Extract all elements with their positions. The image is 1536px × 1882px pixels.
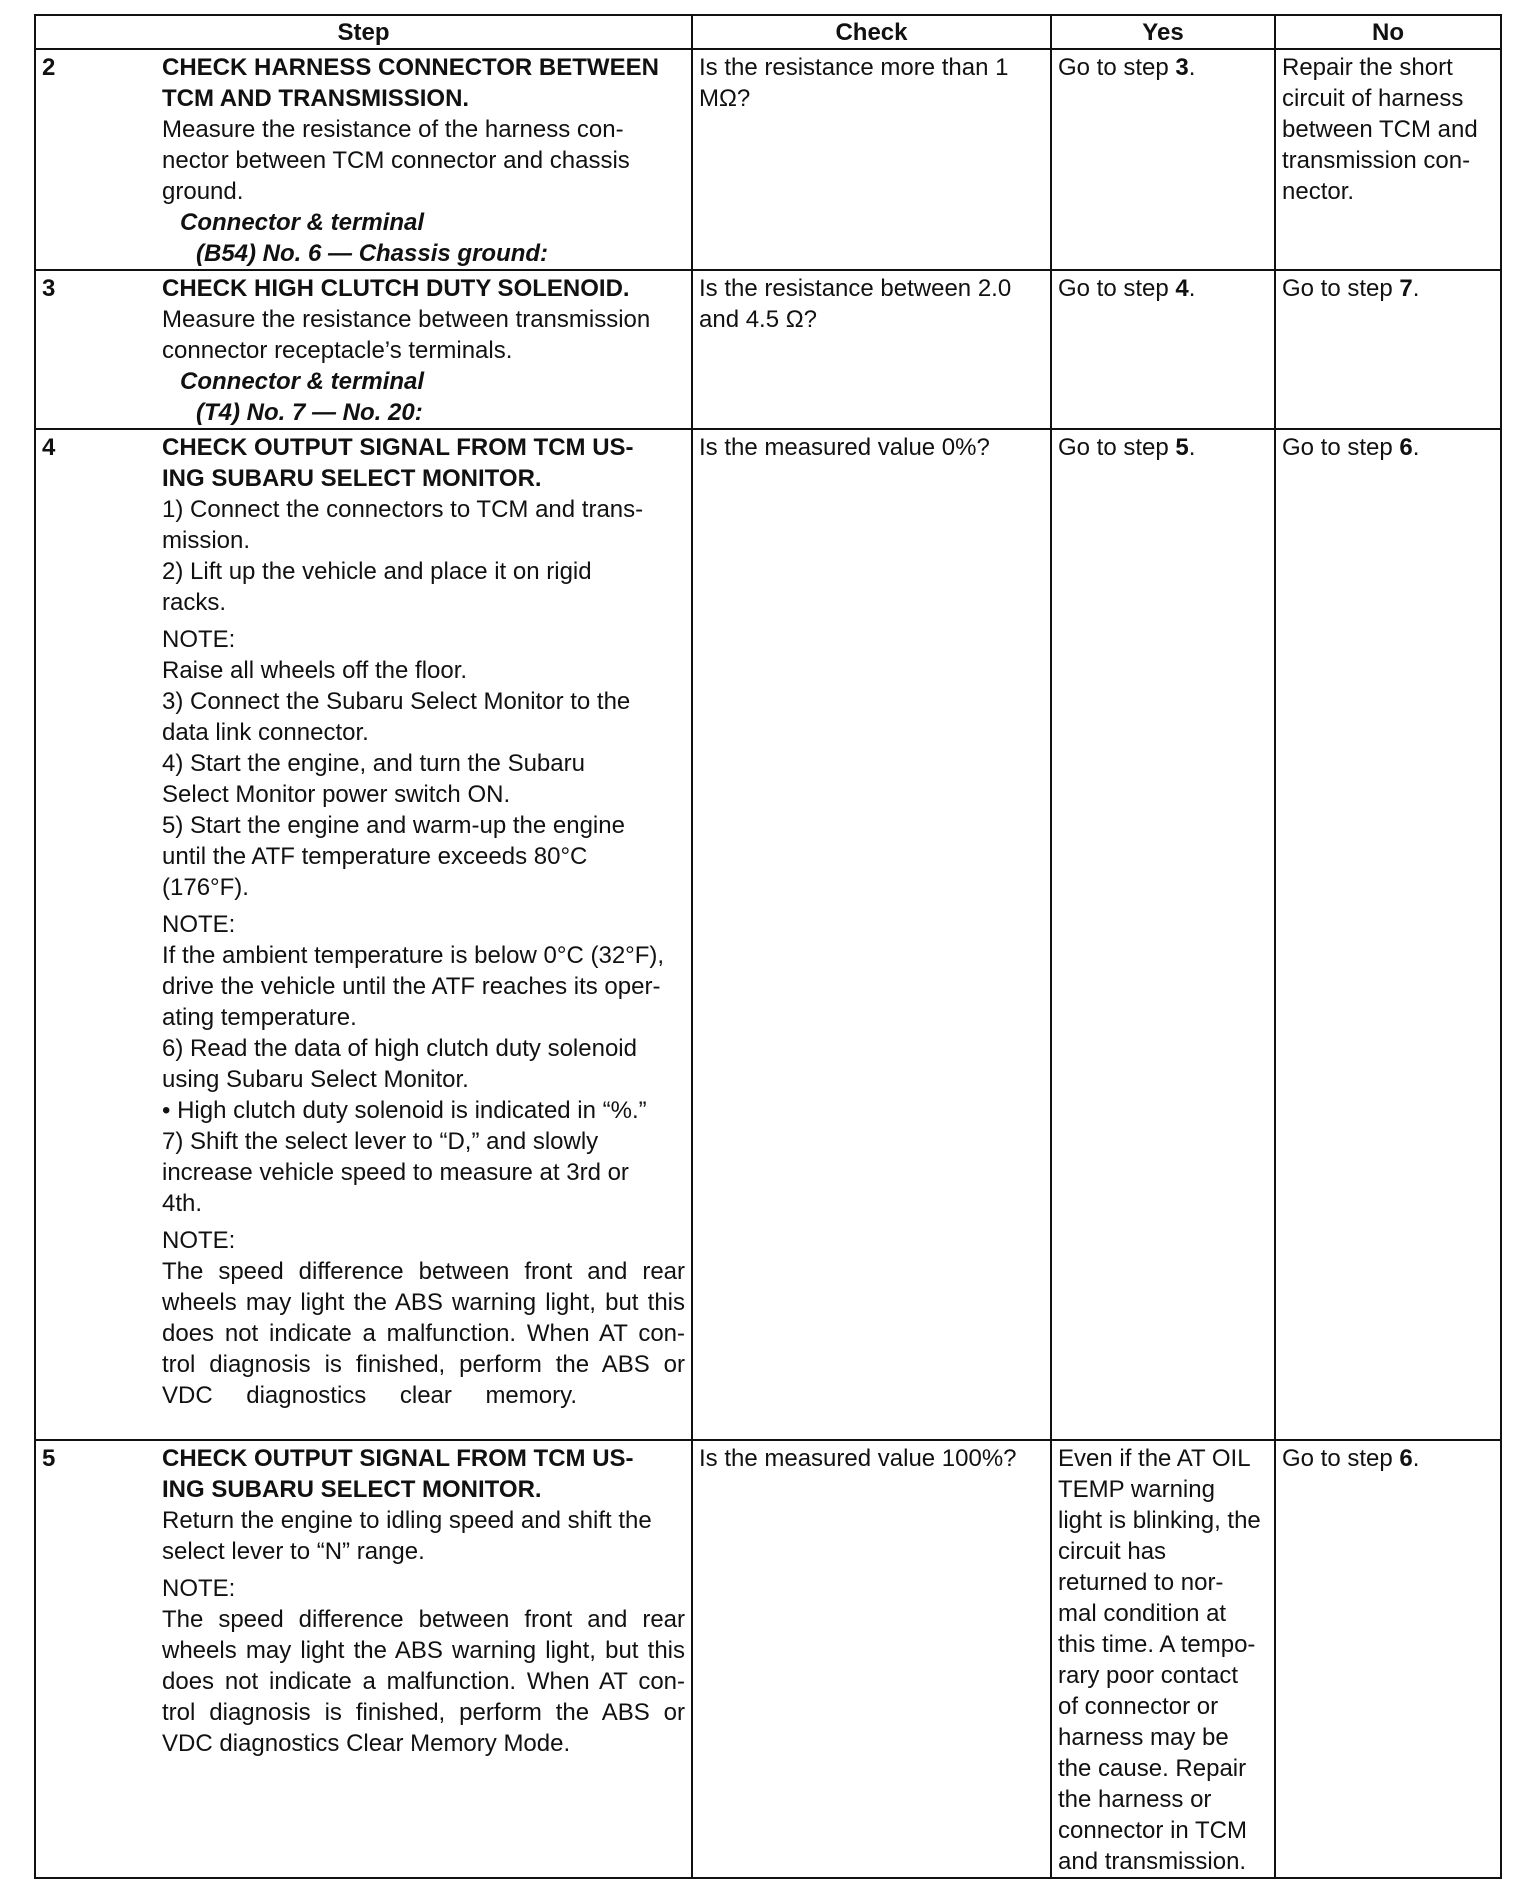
no-cell: [1275, 270, 1501, 429]
note-line: ating temperature.: [162, 1004, 357, 1031]
procedure-line: 3) Connect the Subaru Select Monitor to the: [162, 688, 631, 715]
yes-line: connector in TCM: [1058, 1817, 1247, 1844]
yes-line: this time. A tempo-: [1058, 1631, 1256, 1658]
yes-text-end: .: [1188, 54, 1196, 81]
note-line: trol diagnosis is finished, perform the ABS or: [162, 1351, 685, 1378]
yes-line: and transmission.: [1058, 1848, 1247, 1875]
no-cell: Repair the short circuit of harness between TCM and transmission con-nector.: [1275, 49, 1501, 270]
header-yes: Yes: [1051, 15, 1275, 49]
procedure-line: Select Monitor power switch ON.: [162, 781, 511, 808]
yes-cell: [1051, 49, 1275, 270]
step-number: 2: [42, 54, 56, 81]
step-title-line: CHECK OUTPUT SIGNAL FROM TCM US-: [162, 1445, 634, 1472]
step-title: CHECK HIGH CLUTCH DUTY SOLENOID.: [162, 275, 630, 302]
step-cell: [35, 270, 692, 429]
yes-line: harness may be: [1058, 1724, 1229, 1751]
yes-text: Go to step: [1058, 54, 1176, 81]
no-text-end: .: [1412, 275, 1420, 302]
no-text: Go to step: [1282, 1445, 1400, 1472]
cell-spacer: [162, 1411, 685, 1439]
yes-line: light is blinking, the: [1058, 1507, 1261, 1534]
table-row-step-4: [35, 429, 1501, 1440]
note-line: If the ambient temperature is below 0°C (32°F),: [162, 942, 665, 969]
yes-line: mal condition at: [1058, 1600, 1227, 1627]
header-check: Check: [692, 15, 1051, 49]
table-row-step-3: [35, 270, 1501, 429]
diagnostic-table: [34, 14, 1502, 1879]
note-line: The speed difference between front and rear: [162, 1258, 685, 1285]
procedure-line: 7) Shift the select lever to “D,” and slowly: [162, 1128, 599, 1155]
step-title-line: CHECK OUTPUT SIGNAL FROM TCM US-: [162, 434, 634, 461]
step-text-line: Return the engine to idling speed and shift the: [162, 1507, 652, 1534]
procedure-line: 6) Read the data of high clutch duty solenoid: [162, 1035, 637, 1062]
check-cell: Is the resistance between 2.0 and 4.5 Ω?: [692, 270, 1051, 429]
yes-step-ref: 3: [1175, 54, 1189, 81]
header-row: [35, 15, 1501, 49]
yes-line: rary poor contact: [1058, 1662, 1239, 1689]
step-title-line: ING SUBARU SELECT MONITOR.: [162, 465, 542, 492]
yes-line: the cause. Repair: [1058, 1755, 1247, 1782]
connector-label: Connector & terminal: [180, 368, 425, 395]
note-text: Raise all wheels off the floor.: [162, 657, 468, 684]
check-cell: Is the measured value 0%?: [692, 429, 1051, 1440]
no-step-ref: 6: [1399, 434, 1413, 461]
yes-line: returned to nor-: [1058, 1569, 1224, 1596]
note-line: wheels may light the ABS warning light, but this: [162, 1289, 685, 1316]
step-text-line: Measure the resistance of the harness con-: [162, 116, 624, 143]
yes-line: Even if the AT OIL: [1058, 1445, 1251, 1472]
note-line: drive the vehicle until the ATF reaches its oper-: [162, 973, 661, 1000]
yes-line: circuit has: [1058, 1538, 1167, 1565]
note-line: VDC diagnostics clear memory.: [162, 1382, 577, 1409]
header-step: Step: [35, 15, 692, 49]
connector-value: (B54) No. 6 — Chassis ground:: [196, 240, 549, 267]
yes-line: the harness or: [1058, 1786, 1212, 1813]
no-text: Go to step: [1282, 275, 1400, 302]
step-number: 3: [42, 275, 56, 302]
procedure-line: increase vehicle speed to measure at 3rd or: [162, 1159, 629, 1186]
procedure-line: data link connector.: [162, 719, 369, 746]
step-text-line: nector between TCM connector and chassis: [162, 147, 630, 174]
procedure-line: 2) Lift up the vehicle and place it on rigid: [162, 558, 592, 585]
procedure-line: 5) Start the engine and warm-up the engine: [162, 812, 625, 839]
no-text: Go to step: [1282, 434, 1400, 461]
note-line: trol diagnosis is finished, perform the ABS or: [162, 1699, 685, 1726]
yes-text: Go to step: [1058, 275, 1176, 302]
note-label: NOTE:: [162, 626, 236, 653]
no-cell: [1275, 1440, 1501, 1878]
note-line: does not indicate a malfunction. When AT con-: [162, 1320, 685, 1347]
step-title-line: ING SUBARU SELECT MONITOR.: [162, 1476, 542, 1503]
step-text-line: connector receptacle’s terminals.: [162, 337, 513, 364]
procedure-line: racks.: [162, 589, 227, 616]
yes-cell: [1051, 1440, 1275, 1878]
yes-text: Go to step: [1058, 434, 1176, 461]
yes-cell: [1051, 429, 1275, 1440]
procedure-line: (176°F).: [162, 874, 249, 901]
step-text-line: Measure the resistance between transmission: [162, 306, 651, 333]
yes-step-ref: 5: [1175, 434, 1189, 461]
note-label: NOTE:: [162, 911, 236, 938]
procedure-line: until the ATF temperature exceeds 80°C: [162, 843, 588, 870]
procedure-line: mission.: [162, 527, 251, 554]
note-line: VDC diagnostics Clear Memory Mode.: [162, 1730, 571, 1757]
table-row-step-2: [35, 49, 1501, 270]
yes-line: TEMP warning: [1058, 1476, 1215, 1503]
note-label: NOTE:: [162, 1227, 236, 1254]
procedure-line: 4) Start the engine, and turn the Subaru: [162, 750, 585, 777]
step-text-line: ground.: [162, 178, 244, 205]
step-number: 5: [42, 1445, 56, 1472]
step-cell: [35, 429, 692, 1440]
note-line: does not indicate a malfunction. When AT con-: [162, 1668, 685, 1695]
procedure-line: 1) Connect the connectors to TCM and trans-: [162, 496, 644, 523]
no-step-ref: 6: [1399, 1445, 1413, 1472]
note-line: wheels may light the ABS warning light, but this: [162, 1637, 685, 1664]
yes-cell: [1051, 270, 1275, 429]
procedure-line: 4th.: [162, 1190, 203, 1217]
header-no: No: [1275, 15, 1501, 49]
yes-line: of connector or: [1058, 1693, 1219, 1720]
step-number: 4: [42, 434, 56, 461]
yes-text-end: .: [1188, 275, 1196, 302]
note-line: The speed difference between front and rear: [162, 1606, 685, 1633]
connector-value: (T4) No. 7 — No. 20:: [196, 399, 423, 426]
check-cell: Is the resistance more than 1 MΩ?: [692, 49, 1051, 270]
bullet-line: • High clutch duty solenoid is indicated in “%.”: [162, 1097, 647, 1124]
step-text-line: select lever to “N” range.: [162, 1538, 425, 1565]
table-row-step-5: [35, 1440, 1501, 1878]
step-title: CHECK HARNESS CONNECTOR BETWEEN TCM AND TRANSMISSION.: [162, 54, 659, 112]
procedure-line: using Subaru Select Monitor.: [162, 1066, 469, 1093]
no-text-end: .: [1412, 434, 1420, 461]
yes-text-end: .: [1188, 434, 1196, 461]
no-cell: [1275, 429, 1501, 1440]
step-cell: [35, 1440, 692, 1878]
step-cell: [35, 49, 692, 270]
note-label: NOTE:: [162, 1575, 236, 1602]
no-step-ref: 7: [1399, 275, 1413, 302]
yes-step-ref: 4: [1175, 275, 1189, 302]
no-text-end: .: [1412, 1445, 1420, 1472]
connector-label: Connector & terminal: [180, 209, 425, 236]
check-cell: Is the measured value 100%?: [692, 1440, 1051, 1878]
